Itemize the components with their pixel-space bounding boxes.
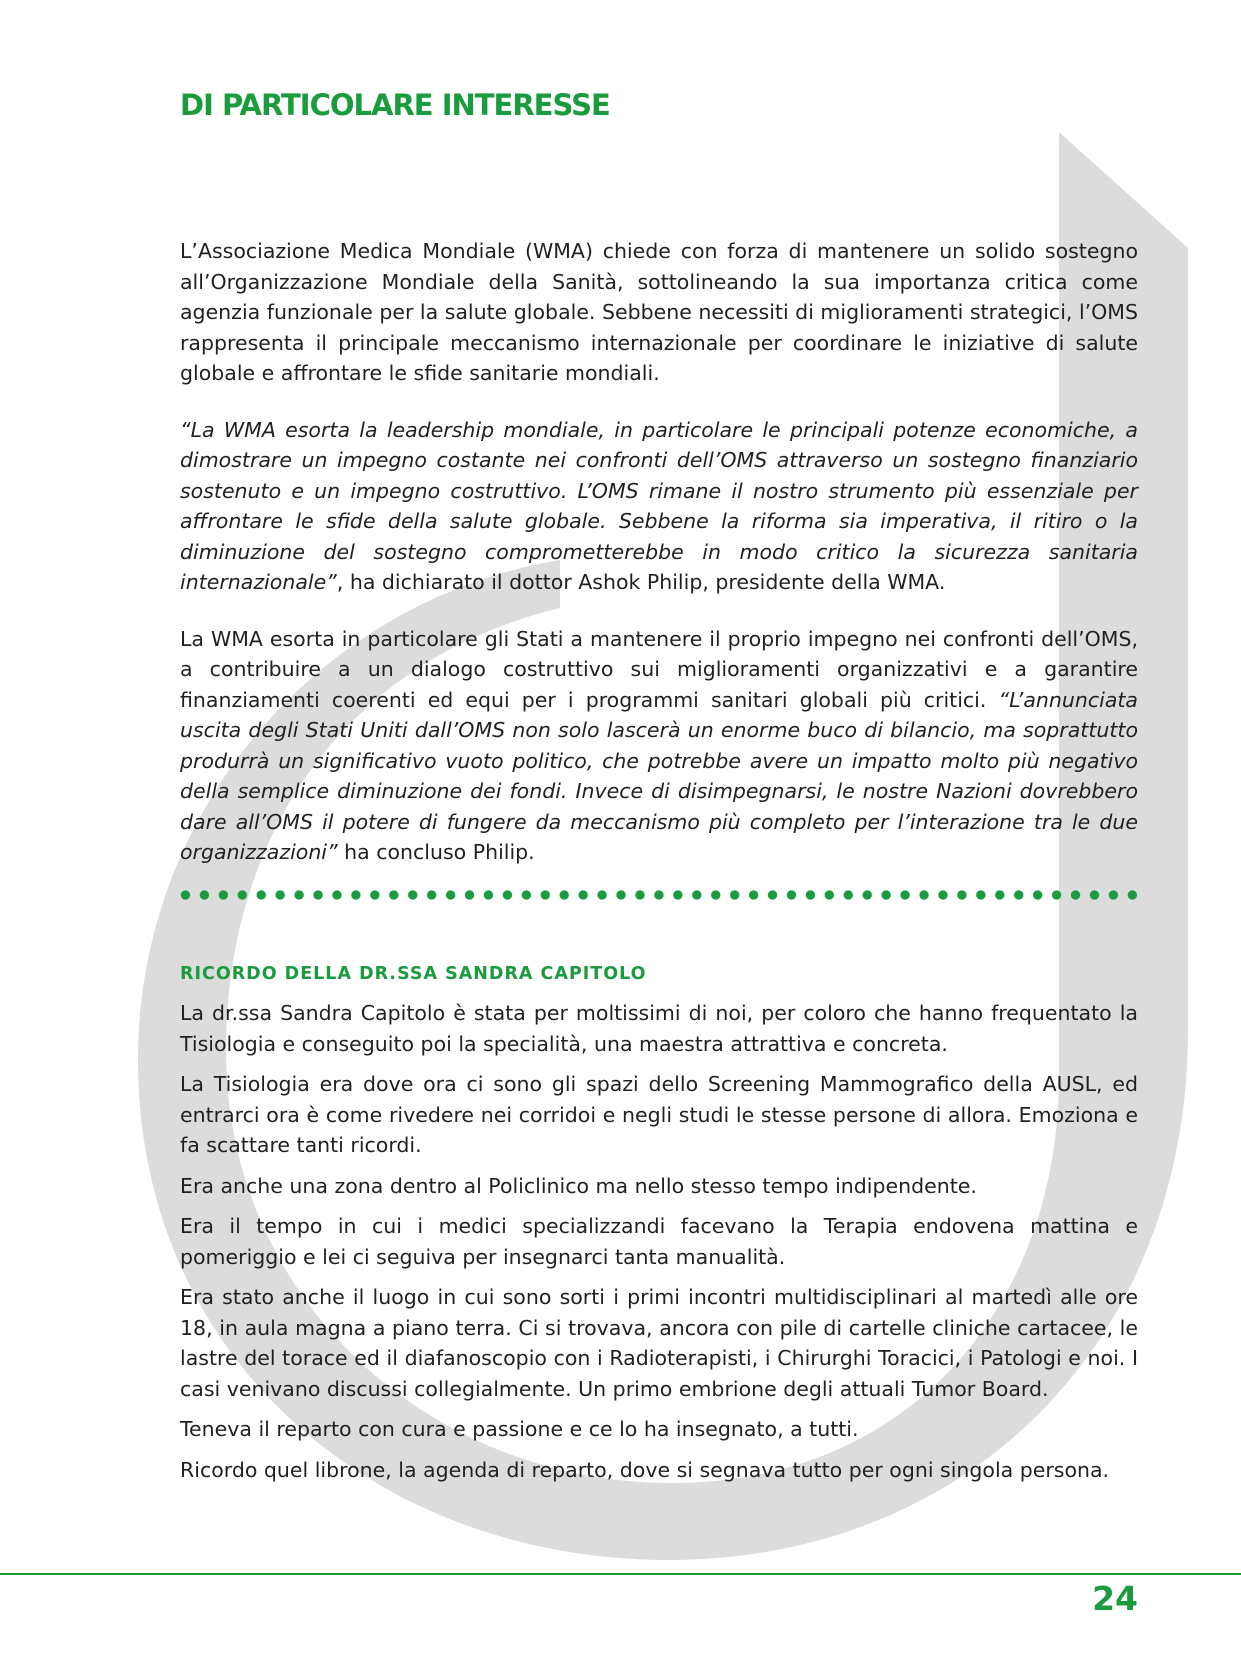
page-number: 24 [1092, 1579, 1138, 1618]
quote-text: “La WMA esorta la leadership mondiale, in particolare le principali potenze economiche, a dimostrare un impegno costante nei confronti dell’OMS attraverso un sostegno finanziario sostenuto e un impegno costruttivo. L’OMS rimane il nostro strumento più essenziale per affrontare le sfide della salute globale. Sebbene la riforma sia imperativa, il ritiro o la diminuzione del sostegno comprometterebbe in modo critico la sicurezza sanitaria internazionale” [180, 417, 1138, 594]
paragraph: Teneva il reparto con cura e passione e ce lo ha insegnato, a tutti. [180, 1417, 859, 1441]
paragraph: Era anche una zona dentro al Policlinico ma nello stesso tempo indipendente. [180, 1173, 977, 1198]
paragraph: La Tisiologia era dove ora ci sono gli spazi dello Screening Mammografico della AUSL, ed entrarci ora è come rivedere nei corridoi e negli studi le stesse persone di allora. Emoziona e fa scattare tanti ricordi. [180, 1072, 1138, 1157]
paragraph: Era stato anche il luogo in cui sono sorti i primi incontri multidisciplinari al martedì alle ore 18, in aula magna a piano terra. Ci si trovava, ancora con pile di cartelle cliniche cartacee, le lastre del torace ed il diafanoscopio con i Radioterapisti, i Chirurghi Toracici, i Patologi e noi. I casi venivano discussi collegialmente. Un primo embrione degli attuali Tumor Board. [180, 1285, 1138, 1401]
attribution-text: , ha dichiarato il dottor Ashok Philip, presidente della WMA. [336, 570, 946, 594]
article-wma [180, 236, 1138, 868]
paragraph: La dr.ssa Sandra Capitolo è stata per moltissimi di noi, per coloro che hanno frequentato la Tisiologia e conseguito poi la specialità, una maestra attrattiva e concreta. [180, 1001, 1138, 1056]
footer-rule [0, 1573, 1241, 1575]
section-heading: RICORDO DELLA DR.SSA SANDRA CAPITOLO [180, 964, 647, 984]
quote-text: “L’annunciata uscita degli Stati Uniti dall’OMS non solo lascerà un enorme buco di bilancio, ma soprattutto produrrà un significativo vuoto politico, che potrebbe avere un impatto molto più negativo della semplice diminuzione dei fondi. Invece di disimpegnarsi, le nostre Nazioni dovrebbero dare all’OMS il potere di fungere da meccanismo più completo per l’interazione tra le due organizzazioni” [180, 687, 1138, 864]
dotted-divider [176, 889, 1142, 901]
paragraph: Era il tempo in cui i medici specializzandi facevano la Terapia endovena mattina e pomeriggio e lei ci seguiva per insegnarci tanta manualità. [180, 1214, 1138, 1269]
article-ricordo [180, 998, 1138, 1485]
paragraph: Ricordo quel librone, la agenda di reparto, dove si segnava tutto per ogni singola persona. [180, 1457, 1110, 1482]
paragraph-text: La WMA esorta in particolare gli Stati a mantenere il proprio impegno nei confronti dell’OMS, a contribuire a un dialogo costruttivo sui miglioramenti organizzativi e a garantire finanziamenti coerenti ed equi per i programmi sanitari globali più critici. [180, 626, 1138, 712]
quote-paragraph [180, 415, 1138, 598]
attribution-text: ha concluso Philip. [337, 840, 535, 864]
paragraph [180, 624, 1138, 868]
page-title: DI PARTICOLARE INTERESSE [180, 88, 610, 122]
paragraph: L’Associazione Medica Mondiale (WMA) chiede con forza di mantenere un solido sostegno all’Organizzazione Mondiale della Sanità, sottolineando la sua importanza critica come agenzia funzionale per la salute globale. Sebbene necessiti di miglioramenti strategici, l’OMS rappresenta il principale meccanismo internazionale per coordinare le iniziative di salute globale e affrontare le sfide sanitarie mondiali. [180, 239, 1138, 385]
